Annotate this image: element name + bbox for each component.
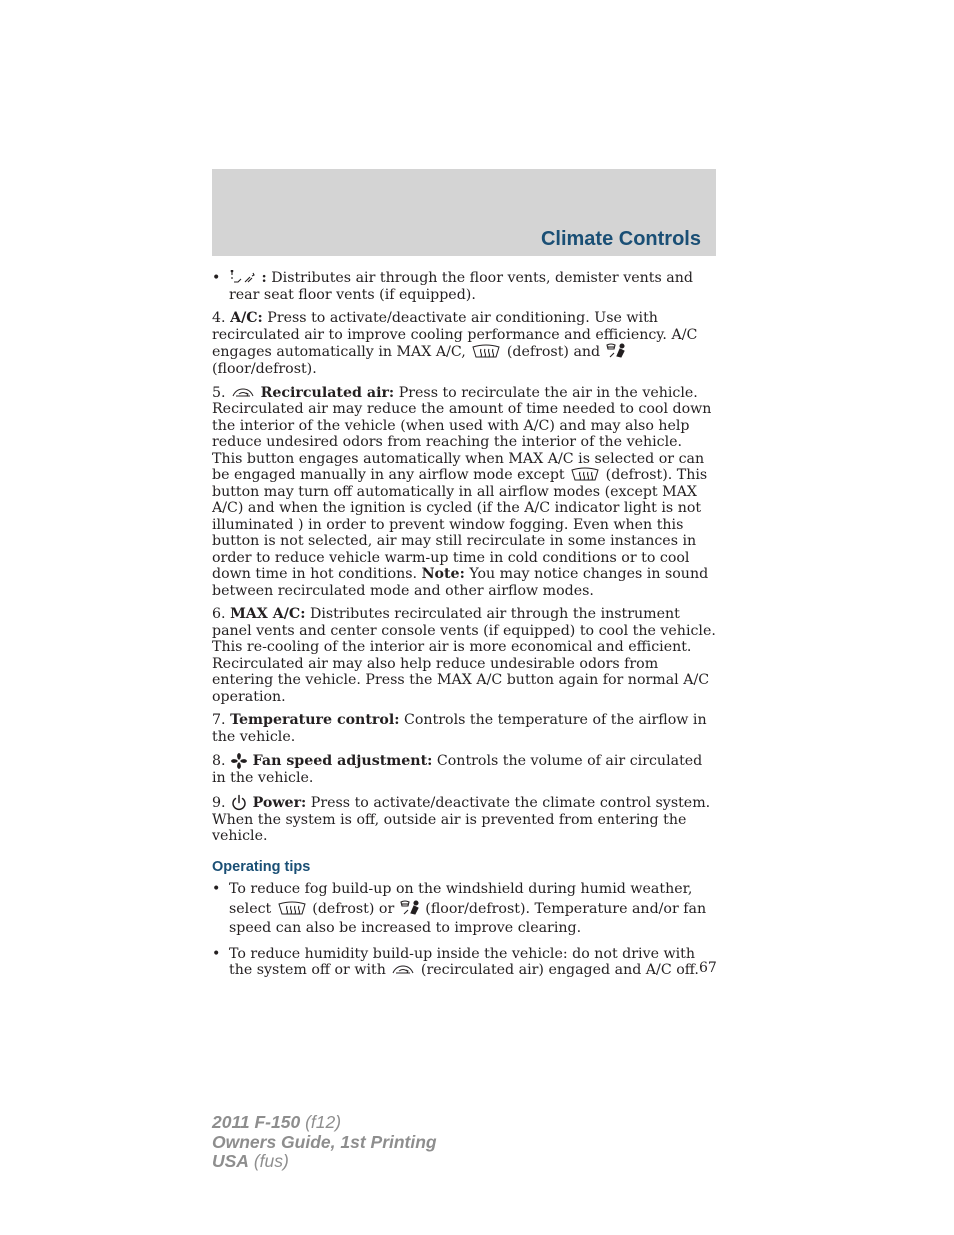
section-title: Climate Controls	[540, 228, 701, 250]
footer-model-code: (f12)	[305, 1112, 342, 1132]
operating-tips-heading: Operating tips	[212, 858, 311, 875]
item-temperature-control	[212, 712, 716, 745]
tip-fog-text-b: (defrost) or	[312, 900, 395, 917]
item-recirc-text-1: Press to recirculate the air in the vehicle. Recirculated air may reduce the amount of time needed to cool down the interior of the vehicle (when used with A/C) and may also help reduce undesired odors from reaching the interior of the vehicle. This button engages automatically when MAX A/C is selected or can be engaged manually in any airflow mode except	[212, 384, 712, 483]
page-content	[212, 270, 716, 986]
defrost-icon	[276, 901, 308, 917]
floor-defrost-icon	[605, 343, 627, 361]
item-max-ac-number: 6.	[212, 606, 226, 622]
item-power	[212, 794, 716, 845]
bullet-dot: •	[212, 270, 221, 286]
item-fan-number: 8.	[212, 753, 226, 769]
footer-line-3	[212, 1152, 437, 1172]
item-ac-text-1: Press to activate/deactivate air conditioning. Use with recirculated air to improve cooling performance and efficiency. A/C engages automatically in MAX A/C,	[212, 310, 698, 360]
bullet-dot: •	[212, 945, 221, 962]
item-recirc-text-2: (defrost). This button may turn off automatically in all airflow modes (except MAX A/C) and when the ignition is cycled (if the A/C indicator light is not illuminated ) in order to prevent window fogging. Even when this button is not selected, air may still recirculate in some instances in order to reduce vehicle warm-up time in cold conditions or to cool down time in hot conditions.	[212, 467, 708, 582]
item-max-ac-text: Distributes recirculated air through the instrument panel vents and center console vents (if equipped) to cool the vehicle. This re-cooling of the interior air is more economical and efficient. Recirculated air may also help reduce undesirable odors from entering the vehicle. Press the MAX A/C button again for normal A/C operation.	[212, 606, 716, 705]
tip-fog-text-a: To reduce fog build-up on the windshield during humid weather, select	[229, 881, 693, 917]
floor-mode-colon: :	[261, 270, 267, 286]
note-label: Note:	[421, 566, 465, 582]
footer-imprint	[212, 1113, 437, 1172]
tip-fog-text-c: (floor/defrost). Temperature and/or fan speed can also be increased to improve clearing.	[229, 900, 707, 936]
bullet-dot: •	[212, 881, 221, 897]
defrost-icon	[569, 467, 601, 483]
recirculated-air-icon	[230, 387, 256, 399]
note-text: You may notice changes in sound between recirculated mode and other airflow modes.	[212, 566, 709, 599]
item-ac-label: A/C:	[230, 310, 263, 326]
item-ac-text-3: (floor/defrost).	[212, 361, 317, 377]
item-power-text: Press to activate/deactivate the climate control system. When the system is off, outside air is prevented from entering the vehicle.	[212, 794, 711, 844]
item-power-number: 9.	[212, 794, 226, 811]
floor-vent-icon	[229, 270, 257, 286]
floor-defrost-icon	[399, 900, 421, 918]
section-header-band	[212, 169, 716, 256]
item-ac-text-2: (defrost) and	[506, 344, 601, 360]
item-temp-label: Temperature control:	[230, 712, 400, 728]
floor-mode-bullet	[212, 270, 716, 303]
item-max-ac	[212, 606, 716, 705]
tip-humidity-text-b: (recirculated air) engaged and A/C off.	[420, 962, 699, 978]
item-temp-number: 7.	[212, 712, 226, 728]
item-recirc-label: Recirculated air:	[260, 384, 395, 401]
item-fan-label: Fan speed adjustment:	[252, 753, 433, 769]
fan-icon	[230, 752, 248, 770]
item-fan-text: Controls the volume of air circulated in the vehicle.	[212, 753, 703, 786]
item-recirc-number: 5.	[212, 384, 226, 401]
item-temp-text: Controls the temperature of the airflow in the vehicle.	[212, 712, 707, 745]
item-ac	[212, 310, 716, 378]
item-fan-speed	[212, 752, 716, 787]
item-power-label: Power:	[252, 794, 307, 811]
tip-fog-bullet	[212, 880, 716, 939]
item-max-ac-label: MAX A/C:	[230, 606, 306, 622]
footer-market-code: (fus)	[253, 1151, 289, 1171]
page-number: 67	[699, 960, 717, 976]
footer-market: USA	[212, 1151, 249, 1171]
tip-humidity-text-a: To reduce humidity build-up inside the vehicle: do not drive with the system off or with	[229, 945, 696, 978]
floor-mode-description: Distributes air through the floor vents, demister vents and rear seat floor vents (if equipped).	[229, 270, 693, 303]
power-icon	[230, 794, 248, 812]
recirculated-air-icon	[390, 964, 416, 976]
tip-humidity-bullet	[212, 946, 716, 979]
item-recirculated-air	[212, 385, 716, 600]
footer-line-1	[212, 1113, 437, 1133]
defrost-icon	[470, 344, 502, 360]
footer-guide-title: Owners Guide, 1st Printing	[212, 1131, 437, 1152]
item-ac-number: 4.	[212, 310, 226, 326]
footer-model: 2011 F-150	[212, 1112, 301, 1132]
footer-line-2	[212, 1133, 437, 1153]
